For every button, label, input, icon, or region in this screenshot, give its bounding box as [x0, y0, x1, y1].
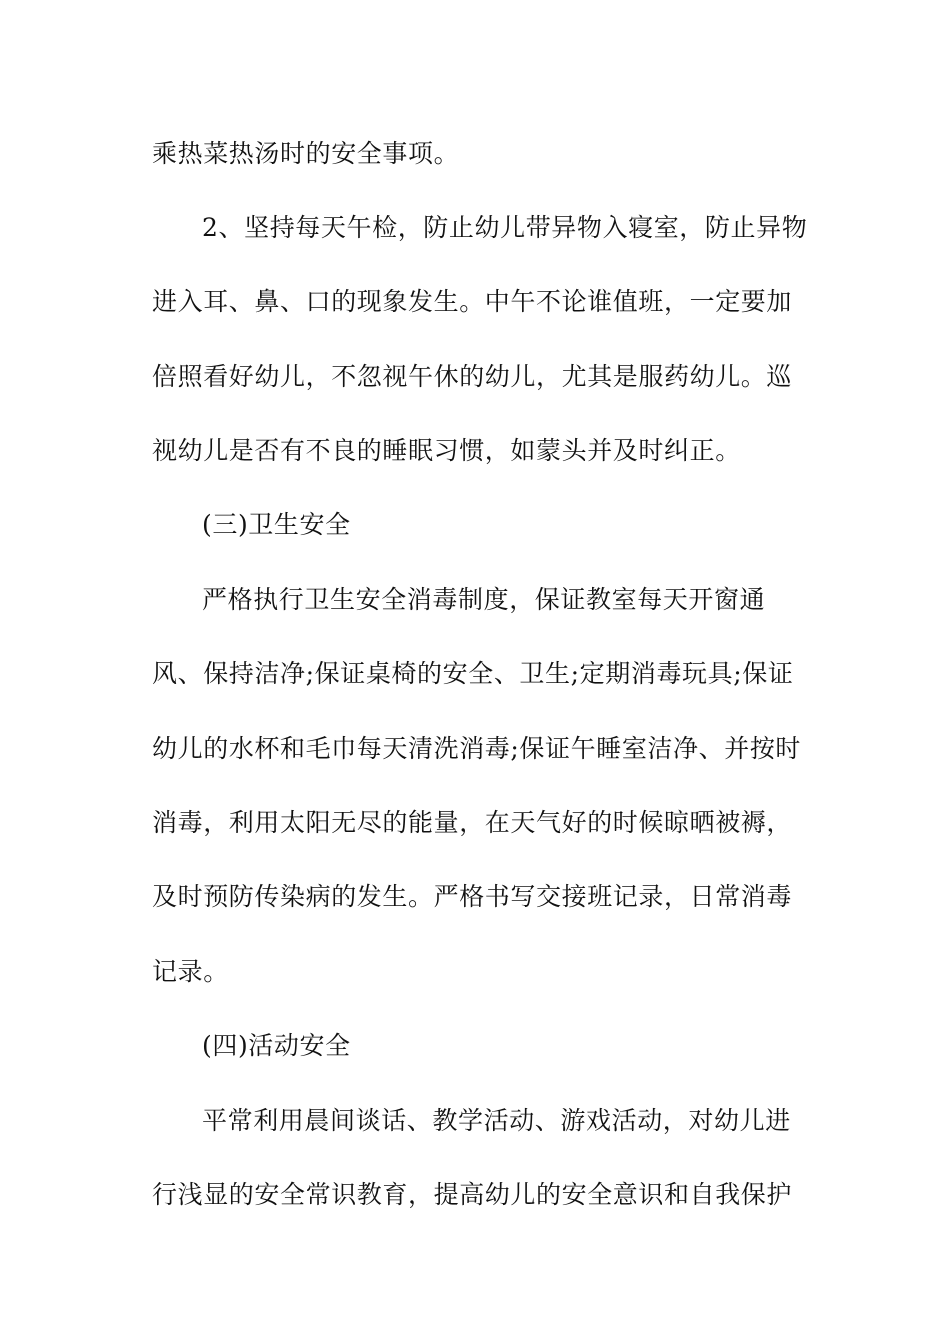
paragraph-line: 幼儿的水杯和毛巾每天清洗消毒;保证午睡室洁净、并按时	[152, 734, 802, 763]
paragraph-line: 风、保持洁净;保证桌椅的安全、卫生;定期消毒玩具;保证	[152, 659, 794, 688]
paragraph-line: 记录。	[152, 957, 229, 986]
paragraph-line: 2、坚持每天午检，防止幼儿带异物入寝室，防止异物	[202, 213, 808, 242]
paragraph-line: 乘热菜热汤时的安全事项。	[152, 139, 460, 168]
paragraph-line: 进入耳、鼻、口的现象发生。中午不论谁值班，一定要加	[152, 287, 793, 316]
paragraph-line: 及时预防传染病的发生。严格书写交接班记录，日常消毒	[152, 882, 793, 911]
paragraph-line: 严格执行卫生安全消毒制度，保证教室每天开窗通	[202, 585, 766, 614]
paragraph-line: 行浅显的安全常识教育，提高幼儿的安全意识和自我保护	[152, 1180, 793, 1209]
paragraph-line: 视幼儿是否有不良的睡眠习惯，如蒙头并及时纠正。	[152, 436, 741, 465]
paragraph-line: 平常利用晨间谈话、教学活动、游戏活动，对幼儿进	[202, 1106, 791, 1135]
section-heading: (三)卫生安全	[202, 510, 351, 539]
paragraph-line: 消毒，利用太阳无尽的能量，在天气好的时候晾晒被褥，	[152, 808, 793, 837]
section-heading: (四)活动安全	[202, 1031, 351, 1060]
paragraph-line: 倍照看好幼儿，不忽视午休的幼儿，尤其是服药幼儿。巡	[152, 362, 793, 391]
